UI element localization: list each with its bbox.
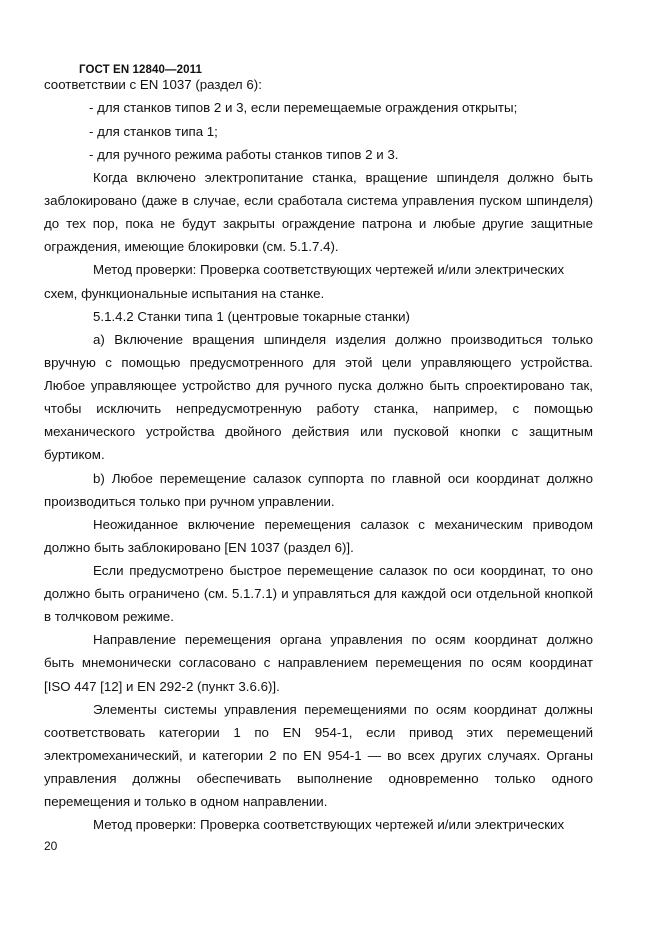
- text-line: Метод проверки: Проверка соответствующих чертежей и/или электрических: [93, 262, 565, 277]
- list-item: - для станков типов 2 и 3, если перемещаемые ограждения открыты;: [89, 100, 518, 115]
- text-line: управления должны обеспечивать выполнение одновременно только одного: [44, 771, 593, 786]
- page-header: ГОСТ EN 12840—2011: [79, 64, 202, 76]
- text-line: в толчковом режиме.: [44, 609, 174, 624]
- text-line: Неожиданное включение перемещения салазок с механическим приводом: [93, 517, 593, 532]
- text-line: заблокировано (даже в случае, если сработала система управления пуском шпинделя): [44, 193, 593, 208]
- text-line: Если предусмотрено быстрое перемещение салазок по оси координат, то оно: [93, 563, 593, 578]
- text-line: перемещения и только в одном направлении.: [44, 794, 328, 809]
- text-line: схем, функциональные испытания на станке.: [44, 286, 325, 301]
- list-item: - для ручного режима работы станков типов 2 и 3.: [89, 147, 399, 162]
- text-line: [ISO 447 [12] и EN 292-2 (пункт 3.6.6)].: [44, 679, 280, 694]
- text-line: вручную с помощью предусмотренного для этой цели управляющего устройства.: [44, 355, 593, 370]
- page-number: 20: [44, 839, 58, 853]
- text-line: буртиком.: [44, 447, 105, 462]
- text-line: до тех пор, пока не будут закрыты ограждение патрона и любые другие защитные: [44, 216, 593, 231]
- text-line: соответствии с EN 1037 (раздел 6):: [44, 77, 262, 92]
- text-line: электромеханический, и категории 2 по EN 954-1 — во всех других случаях. Органы: [44, 748, 593, 763]
- text-line: соответствовать категории 1 по EN 954-1, если привод этих перемещений: [44, 725, 593, 740]
- text-line: должно быть заблокировано [EN 1037 (раздел 6)].: [44, 540, 354, 555]
- text-line: Когда включено электропитание станка, вращение шпинделя должно быть: [93, 170, 593, 185]
- text-line: чтобы исключить непредусмотренную работу станка, например, с помощью: [44, 401, 593, 416]
- text-line: должно быть ограничено (см. 5.1.7.1) и управляться для каждой оси отдельной кнопкой: [44, 586, 593, 601]
- text-line: механического устройства двойного действия или пусковой кнопки с защитным: [44, 424, 593, 439]
- text-line: ограждения, имеющие блокировки (см. 5.1.7.4).: [44, 239, 339, 254]
- text-line: Метод проверки: Проверка соответствующих чертежей и/или электрических: [93, 817, 565, 832]
- text-line: Любое управляющее устройство для ручного пуска должно быть спроектировано так,: [44, 378, 593, 393]
- section-heading: 5.1.4.2 Станки типа 1 (центровые токарные станки): [93, 309, 410, 324]
- text-line: быть мнемонически согласовано с направлением перемещения по осям координат: [44, 655, 593, 670]
- text-line: Направление перемещения органа управления по осям координат должно: [93, 632, 593, 647]
- text-line: производиться только при ручном управлении.: [44, 494, 335, 509]
- text-line: b) Любое перемещение салазок суппорта по главной оси координат должно: [93, 471, 593, 486]
- list-item: - для станков типа 1;: [89, 124, 218, 139]
- text-line: Элементы системы управления перемещениями по осям координат должны: [93, 702, 593, 717]
- text-line: а) Включение вращения шпинделя изделия должно производиться только: [93, 332, 593, 347]
